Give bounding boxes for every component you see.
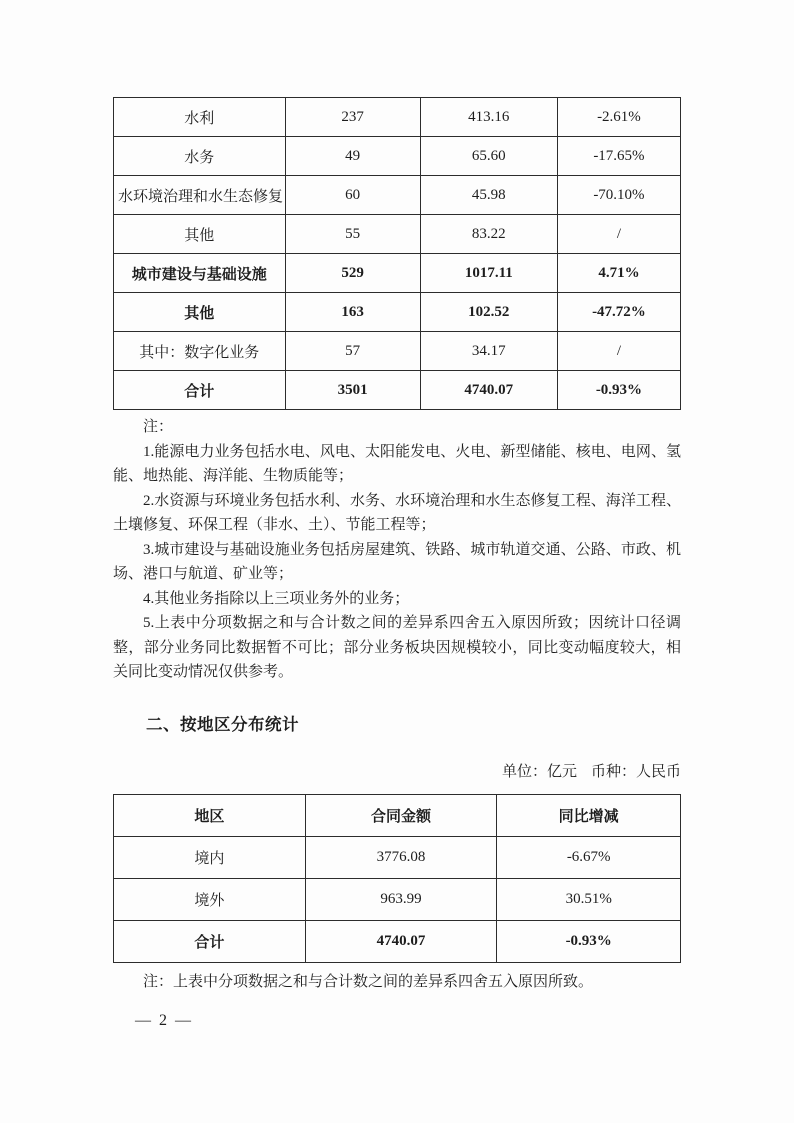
table-row xyxy=(114,878,681,920)
notes-section xyxy=(113,415,681,685)
table-row xyxy=(114,254,681,293)
note-item: 1.能源电力业务包括水电、风电、太阳能发电、火电、新型储能、核电、电网、氢能、地热能、海洋能、生物质能等； xyxy=(113,443,681,484)
page-number: — 2 — xyxy=(135,1011,193,1029)
segment-yoy: -2.61% xyxy=(557,98,680,137)
table-row xyxy=(114,836,681,878)
segment-amount: 4740.07 xyxy=(420,371,557,410)
segment-count: 49 xyxy=(285,137,420,176)
region-amount: 3776.08 xyxy=(305,836,497,878)
region-label: 合计 xyxy=(114,920,306,962)
segment-yoy: -0.93% xyxy=(557,371,680,410)
business-segment-table xyxy=(113,97,681,410)
table-row-total xyxy=(114,371,681,410)
region-table xyxy=(113,794,681,963)
segment-label: 水环境治理和水生态修复 xyxy=(114,176,286,215)
header-amount: 合同金额 xyxy=(305,794,497,836)
notes-label: 注： xyxy=(143,419,174,435)
table-row xyxy=(114,98,681,137)
note-item: 2.水资源与环境业务包括水利、水务、水环境治理和水生态修复工程、海洋工程、土壤修复、环保工程（非水、土）、节能工程等； xyxy=(113,492,681,533)
region-label: 境外 xyxy=(114,878,306,920)
segment-amount: 1017.11 xyxy=(420,254,557,293)
unit-label: 单位：亿元 xyxy=(501,763,577,780)
table-row-total xyxy=(114,920,681,962)
segment-count: 237 xyxy=(285,98,420,137)
note-item: 4.其他业务指除以上三项业务外的业务； xyxy=(143,590,410,607)
table-header-row xyxy=(114,794,681,836)
segment-label: 其他 xyxy=(114,215,286,254)
segment-amount: 34.17 xyxy=(420,332,557,371)
segment-yoy: / xyxy=(557,215,680,254)
segment-count: 55 xyxy=(285,215,420,254)
region-amount: 963.99 xyxy=(305,878,497,920)
segment-label: 合计 xyxy=(114,371,286,410)
table-row xyxy=(114,332,681,371)
segment-count: 529 xyxy=(285,254,420,293)
region-yoy: -6.67% xyxy=(497,836,681,878)
region-amount: 4740.07 xyxy=(305,920,497,962)
page-content xyxy=(113,97,681,1030)
segment-amount: 83.22 xyxy=(420,215,557,254)
region-label: 境内 xyxy=(114,836,306,878)
segment-count: 57 xyxy=(285,332,420,371)
unit-line xyxy=(113,760,681,781)
segment-label: 水务 xyxy=(114,137,286,176)
segment-amount: 45.98 xyxy=(420,176,557,215)
segment-yoy: -17.65% xyxy=(557,137,680,176)
table-row xyxy=(114,215,681,254)
segment-amount: 102.52 xyxy=(420,293,557,332)
table-row xyxy=(114,137,681,176)
header-yoy: 同比增减 xyxy=(497,794,681,836)
segment-amount: 65.60 xyxy=(420,137,557,176)
section-heading: 二、按地区分布统计 xyxy=(146,714,299,734)
segment-yoy: -47.72% xyxy=(557,293,680,332)
segment-count: 60 xyxy=(285,176,420,215)
segment-amount: 413.16 xyxy=(420,98,557,137)
header-region: 地区 xyxy=(114,794,306,836)
segment-yoy: 4.71% xyxy=(557,254,680,293)
note-item: 5.上表中分项数据之和与合计数之间的差异系四舍五入原因所致；因统计口径调整，部分业务同比数据暂不可比；部分业务板块因规模较小，同比变动幅度较大，相关同比变动情况仅供参考。 xyxy=(113,615,681,680)
segment-label: 其他 xyxy=(114,293,286,332)
segment-count: 163 xyxy=(285,293,420,332)
segment-yoy: / xyxy=(557,332,680,371)
segment-label: 城市建设与基础设施 xyxy=(114,254,286,293)
table-row xyxy=(114,293,681,332)
region-yoy: 30.51% xyxy=(497,878,681,920)
region-yoy: -0.93% xyxy=(497,920,681,962)
segment-count: 3501 xyxy=(285,371,420,410)
table-row xyxy=(114,176,681,215)
segment-label: 其中：数字化业务 xyxy=(114,332,286,371)
note-item: 3.城市建设与基础设施业务包括房屋建筑、铁路、城市轨道交通、公路、市政、机场、港口与航道、矿业等； xyxy=(113,541,681,582)
region-table-note: 注：上表中分项数据之和与合计数之间的差异系四舍五入原因所致。 xyxy=(143,973,594,990)
currency-label: 币种：人民币 xyxy=(590,763,681,780)
segment-yoy: -70.10% xyxy=(557,176,680,215)
segment-label: 水利 xyxy=(114,98,286,137)
